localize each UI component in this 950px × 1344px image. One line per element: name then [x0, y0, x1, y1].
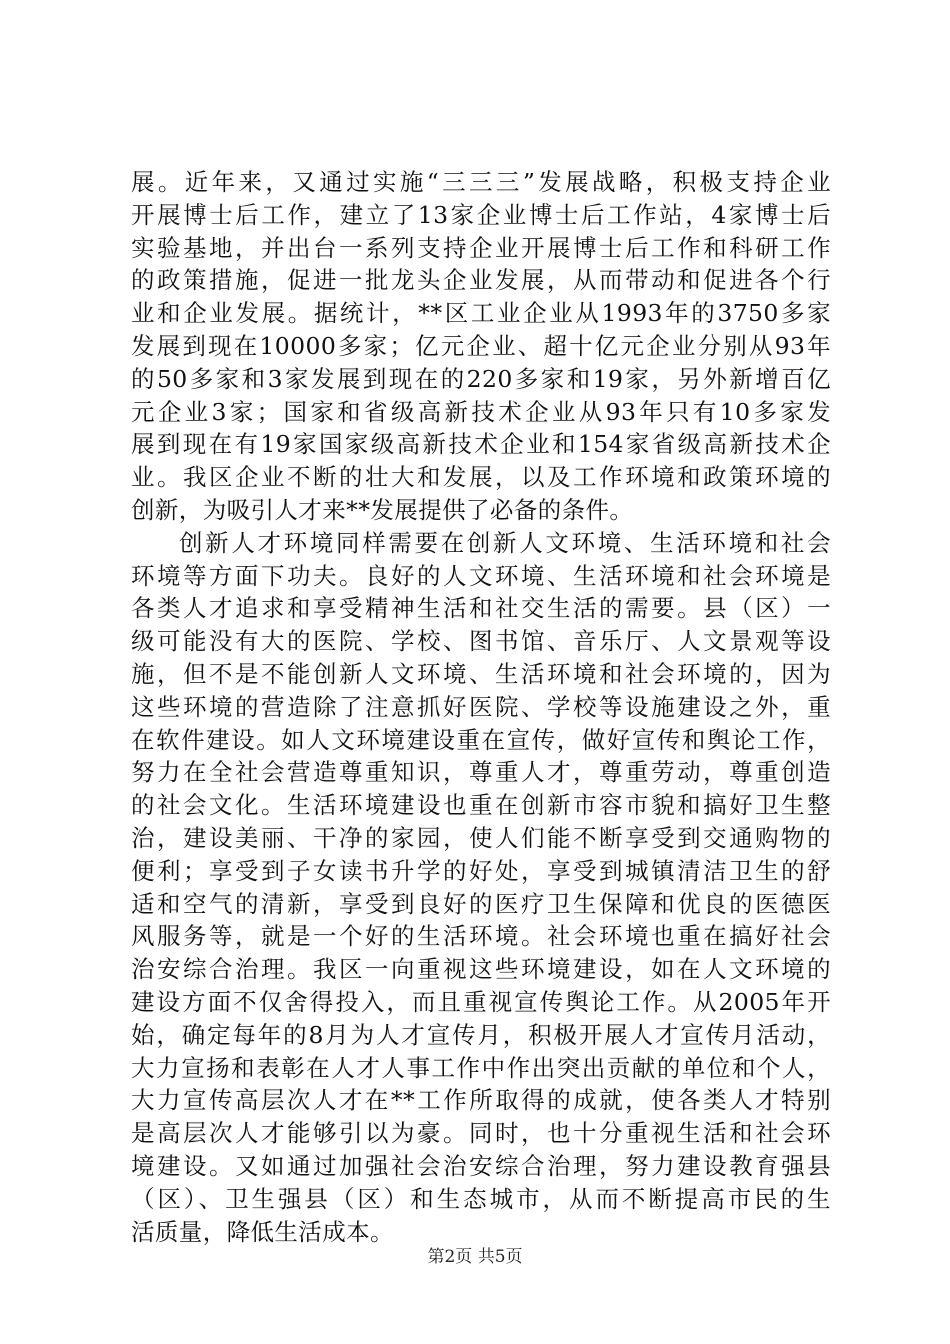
text-line: 创新人才环境同样需要在创新人文环境、生活环境和社会 — [179, 528, 831, 557]
text-line: 元企业3家；国家和省级高新技术企业从93年只有10多家发 — [131, 397, 831, 426]
text-line: 治，建设美丽、干净的家园，使人们能不断享受到交通购物的 — [131, 823, 831, 852]
text-line: 施，但不是不能创新人文环境、生活环境和社会环境的，因为 — [131, 659, 831, 688]
text-line: 始，确定每年的8月为人才宣传月，积极开展人才宣传月活动， — [131, 1020, 831, 1049]
text-line: 的社会文化。生活环境建设也重在创新市容市貌和搞好卫生整 — [131, 791, 831, 820]
text-line: 治安综合治理。我区一向重视这些环境建设，如在人文环境的 — [131, 955, 831, 984]
text-line: 努力在全社会营造尊重知识，尊重人才，尊重劳动，尊重创造 — [131, 758, 831, 787]
text-line: 发展到现在10000多家；亿元企业、超十亿元企业分别从93年 — [131, 331, 831, 360]
text-line: 便利；享受到子女读书升学的好处，享受到城镇清洁卫生的舒 — [131, 856, 831, 885]
text-line: 展到现在有19家国家级高新技术企业和154家省级高新技术企 — [131, 430, 831, 459]
text-line: 大力宣传高层次人才在**工作所取得的成就，使各类人才特别 — [131, 1086, 831, 1115]
text-line: 环境等方面下功夫。良好的人文环境、生活环境和社会环境是 — [131, 561, 831, 590]
text-line: 大力宣扬和表彰在人才人事工作中作出突出贡献的单位和个人， — [131, 1053, 831, 1082]
text-line: 各类人才追求和享受精神生活和社交生活的需要。县（区）一 — [131, 594, 831, 623]
text-line: 开展博士后工作，建立了13家企业博士后工作站，4家博士后 — [131, 200, 831, 229]
text-line: 业和企业发展。据统计，**区工业企业从1993年的3750多家 — [131, 299, 831, 328]
text-line: 的政策措施，促进一批龙头企业发展，从而带动和促进各个行 — [131, 266, 831, 295]
text-line: 这些环境的营造除了注意抓好医院、学校等设施建设之外，重 — [131, 692, 831, 721]
text-line: 活质量，降低生活成本。 — [131, 1217, 394, 1246]
body-text — [131, 166, 831, 1248]
text-line: 境建设。又如通过加强社会治安综合治理，努力建设教育强县 — [131, 1151, 831, 1180]
text-line: 级可能没有大的医院、学校、图书馆、音乐厅、人文景观等设 — [131, 627, 831, 656]
text-line: 在软件建设。如人文环境建设重在宣传，做好宣传和舆论工作， — [131, 725, 831, 754]
text-line: 的50多家和3家发展到现在的220多家和19家，另外新增百亿 — [131, 364, 831, 393]
text-line: 是高层次人才能够引以为豪。同时，也十分重视生活和社会环 — [131, 1119, 831, 1148]
text-line: 建设方面不仅舍得投入，而且重视宣传舆论工作。从2005年开 — [131, 987, 831, 1016]
text-line: 展。近年来，又通过实施“三三三”发展战略，积极支持企业 — [131, 168, 831, 196]
text-line: （区）、卫生强县（区）和生态城市，从而不断提高市民的生 — [131, 1184, 831, 1213]
text-line: 适和空气的清新，享受到良好的医疗卫生保障和优良的医德医 — [131, 889, 831, 918]
text-line: 业。我区企业不断的壮大和发展，以及工作环境和政策环境的 — [131, 463, 831, 492]
text-line: 风服务等，就是一个好的生活环境。社会环境也重在搞好社会 — [131, 922, 831, 951]
page-footer: 第2页 共5页 — [427, 1247, 523, 1267]
text-line: 创新，为吸引人才来**发展提供了必备的条件。 — [131, 495, 634, 524]
text-line: 实验基地，并出台一系列支持企业开展博士后工作和科研工作 — [131, 233, 831, 262]
